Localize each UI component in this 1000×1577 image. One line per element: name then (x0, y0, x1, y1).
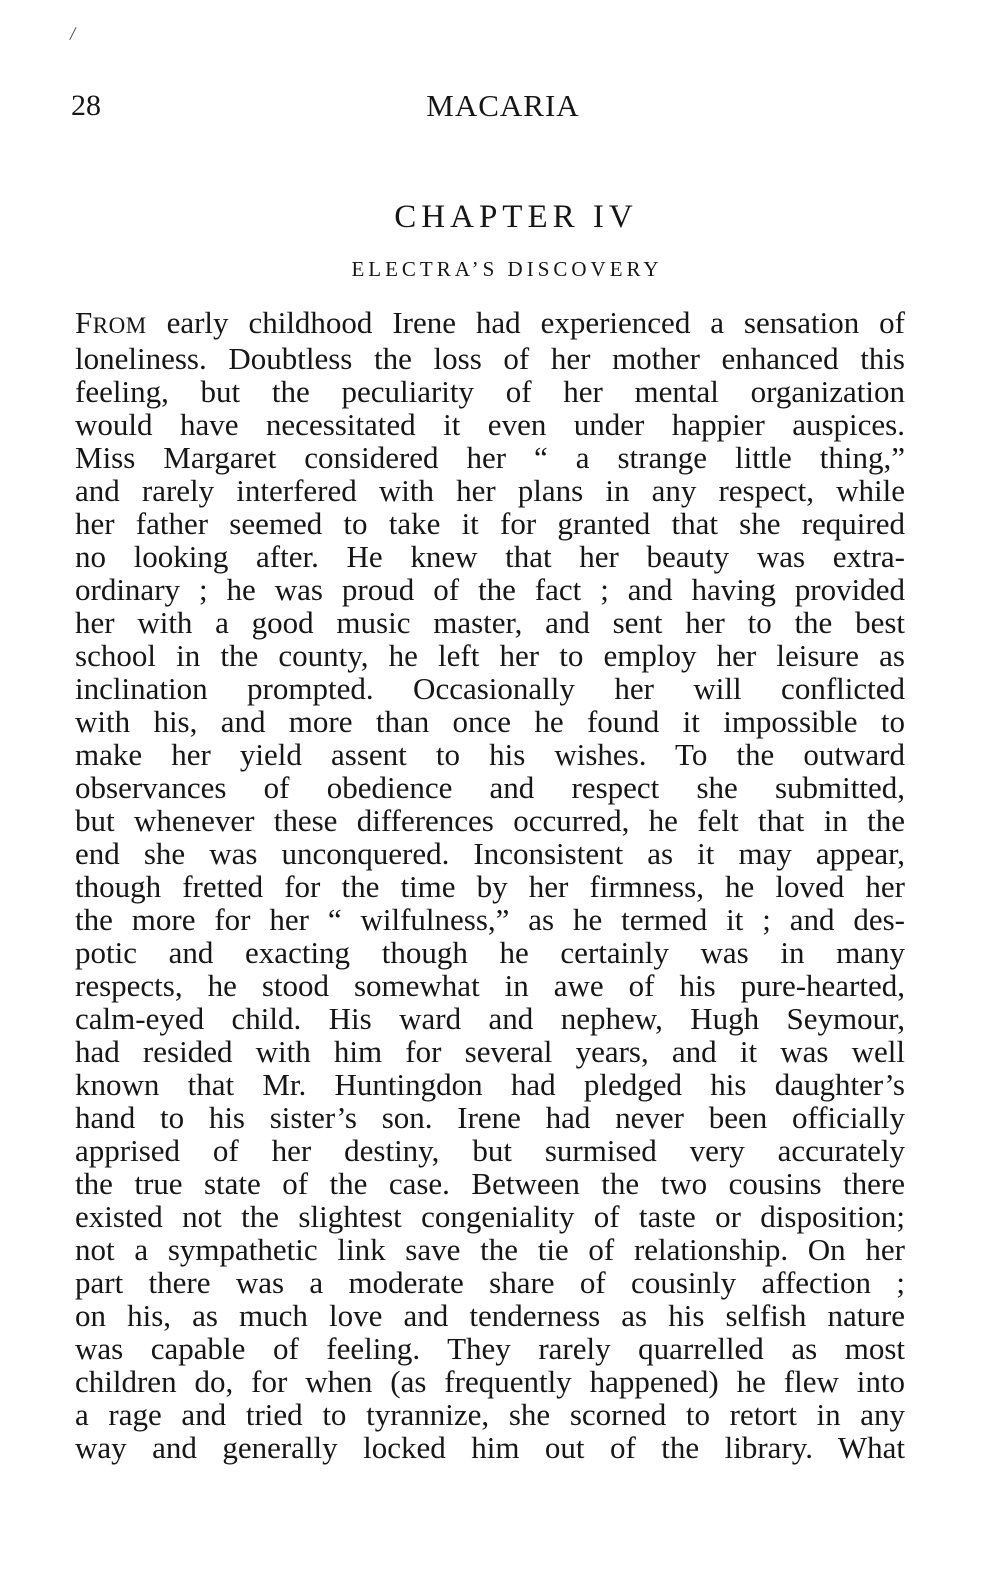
text-line: school in the county, he left her to employ her leisure as (75, 638, 905, 673)
text-line: but whenever these differences occurred, he felt that in the (75, 803, 905, 838)
opening-small-caps-word: FROM (75, 305, 147, 340)
text-line: children do, for when (as frequently happened) he flew into (75, 1364, 905, 1399)
text-line: her with a good music master, and sent her to the best (75, 605, 905, 640)
text-line: way and generally locked him out of the library. What (75, 1430, 905, 1465)
chapter-subtitle: ELECTRA’S DISCOVERY (351, 257, 663, 281)
text-line: existed not the slightest congeniality of taste or disposition; (75, 1199, 905, 1234)
text-line: observances of obedience and respect she submitted, (75, 770, 905, 805)
text-line: though fretted for the time by her firmness, he loved her (75, 869, 905, 904)
text-line: with his, and more than once he found it impossible to (75, 704, 905, 739)
text-line: would have necessitated it even under happier auspices. (75, 407, 905, 442)
text-line: on his, as much love and tenderness as his selfish nature (75, 1298, 905, 1333)
text-line: ordinary ; he was proud of the fact ; and having provided (75, 572, 905, 607)
text-line: Miss Margaret considered her “ a strange little thing,” (75, 440, 905, 475)
body-text (75, 306, 905, 1464)
text-line: calm-eyed child. His ward and nephew, Hugh Seymour, (75, 1001, 905, 1036)
text-line: a rage and tried to tyrannize, she scorned to retort in any (75, 1397, 905, 1432)
text-line (75, 306, 905, 342)
text-line: the more for her “ wilfulness,” as he termed it ; and des- (75, 902, 905, 937)
pencil-margin-mark: / (68, 22, 78, 46)
text-line: her father seemed to take it for granted that she required (75, 506, 905, 541)
text-line: hand to his sister’s son. Irene had never been officially (75, 1100, 905, 1135)
text-line: feeling, but the peculiarity of her mental organization (75, 374, 905, 409)
text-line: was capable of feeling. They rarely quarrelled as most (75, 1331, 905, 1366)
text-line: not a sympathetic link save the tie of relationship. On her (75, 1232, 905, 1267)
text-line: end she was unconquered. Inconsistent as it may appear, (75, 836, 905, 871)
page-number: 28 (71, 89, 101, 122)
text-line: apprised of her destiny, but surmised very accurately (75, 1133, 905, 1168)
text-line-content: early childhood Irene had experienced a sensation of (166, 305, 905, 340)
text-line: make her yield assent to his wishes. To the outward (75, 737, 905, 772)
text-line: part there was a moderate share of cousinly affection ; (75, 1265, 905, 1300)
running-head-title: MACARIA (426, 88, 580, 123)
text-line: and rarely interfered with her plans in any respect, while (75, 473, 905, 508)
chapter-title: CHAPTER IV (394, 199, 638, 235)
text-line: no looking after. He knew that her beauty was extra- (75, 539, 905, 574)
text-line: respects, he stood somewhat in awe of his pure-hearted, (75, 968, 905, 1003)
text-line: had resided with him for several years, and it was well (75, 1034, 905, 1069)
text-line: potic and exacting though he certainly was in many (75, 935, 905, 970)
text-line: the true state of the case. Between the two cousins there (75, 1166, 905, 1201)
text-line: known that Mr. Huntingdon had pledged his daughter’s (75, 1067, 905, 1102)
text-line: loneliness. Doubtless the loss of her mother enhanced this (75, 341, 905, 376)
text-line: inclination prompted. Occasionally her will conflicted (75, 671, 905, 706)
